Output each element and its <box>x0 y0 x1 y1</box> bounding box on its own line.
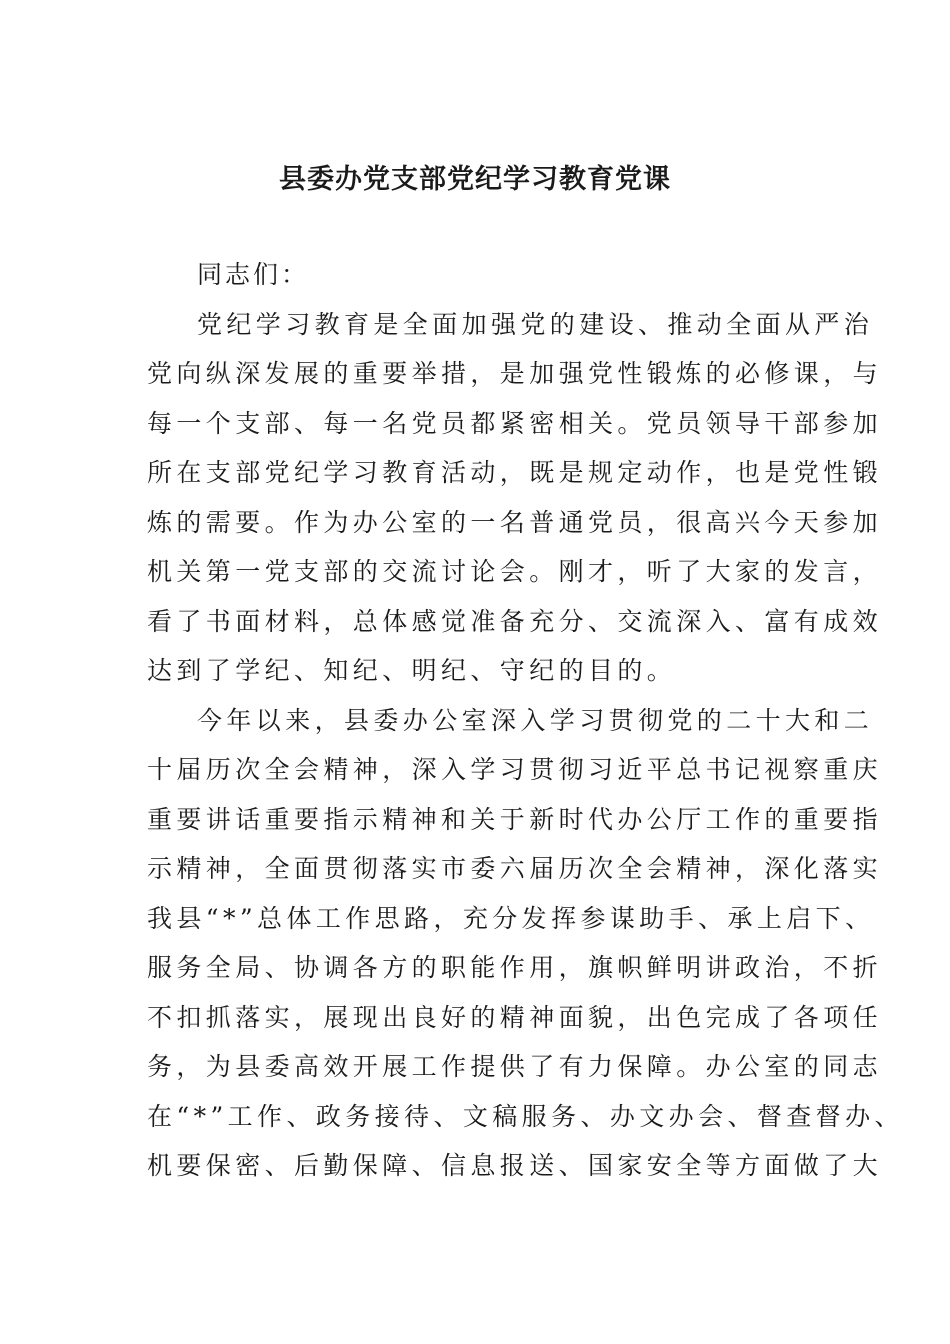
paragraph-line: 炼的需要。作为办公室的一名普通党员，很高兴今天参加 <box>147 507 883 537</box>
document-title: 县委办党支部党纪学习教育党课 <box>279 164 671 195</box>
paragraph-line: 达到了学纪、知纪、明纪、守纪的目的。 <box>147 656 677 685</box>
paragraph-2 <box>147 696 904 1191</box>
paragraph-line: 所在支部党纪学习教育活动，既是规定动作，也是党性锻 <box>147 458 883 487</box>
paragraph-line: 看了书面材料，总体感觉准备充分、交流深入、富有成效 <box>147 606 883 636</box>
paragraph-1 <box>147 300 883 696</box>
paragraph-line: 党向纵深发展的重要举措，是加强党性锻炼的必修课，与 <box>147 359 883 388</box>
paragraph-line: 十届历次全会精神，深入学习贯彻习近平总书记视察重庆 <box>147 755 883 784</box>
paragraph-line: 每一个支部、每一名党员都紧密相关。党员领导干部参加 <box>147 408 883 438</box>
paragraph-line: 今年以来，县委办公室深入学习贯彻党的二十大和二 <box>197 705 874 735</box>
paragraph-line: 示精神，全面贯彻落实市委六届历次全会精神，深化落实 <box>147 854 883 883</box>
paragraph-line: 在“*”工作、政务接待、文稿服务、办文办会、督查督办、 <box>147 1101 904 1131</box>
paragraph-line: 我县“*”总体工作思路，充分发挥参谋助手、承上启下、 <box>147 903 875 933</box>
paragraph-line: 务，为县委高效开展工作提供了有力保障。办公室的同志 <box>147 1052 883 1081</box>
paragraph-line: 党纪学习教育是全面加强党的建设、推动全面从严治 <box>197 309 874 339</box>
paragraph-line: 重要讲话重要指示精神和关于新时代办公厅工作的重要指 <box>147 804 883 834</box>
paragraph-line: 机要保密、后勤保障、信息报送、国家安全等方面做了大 <box>147 1151 883 1180</box>
paragraph-line: 不扣抓落实，展现出良好的精神面貌，出色完成了各项任 <box>147 1002 883 1032</box>
paragraph-line: 服务全局、协调各方的职能作用，旗帜鲜明讲政治，不折 <box>147 953 883 982</box>
document-body <box>147 250 904 1191</box>
paragraph-line: 机关第一党支部的交流讨论会。刚才，听了大家的发言， <box>147 557 883 586</box>
salutation: 同志们： <box>197 260 310 289</box>
